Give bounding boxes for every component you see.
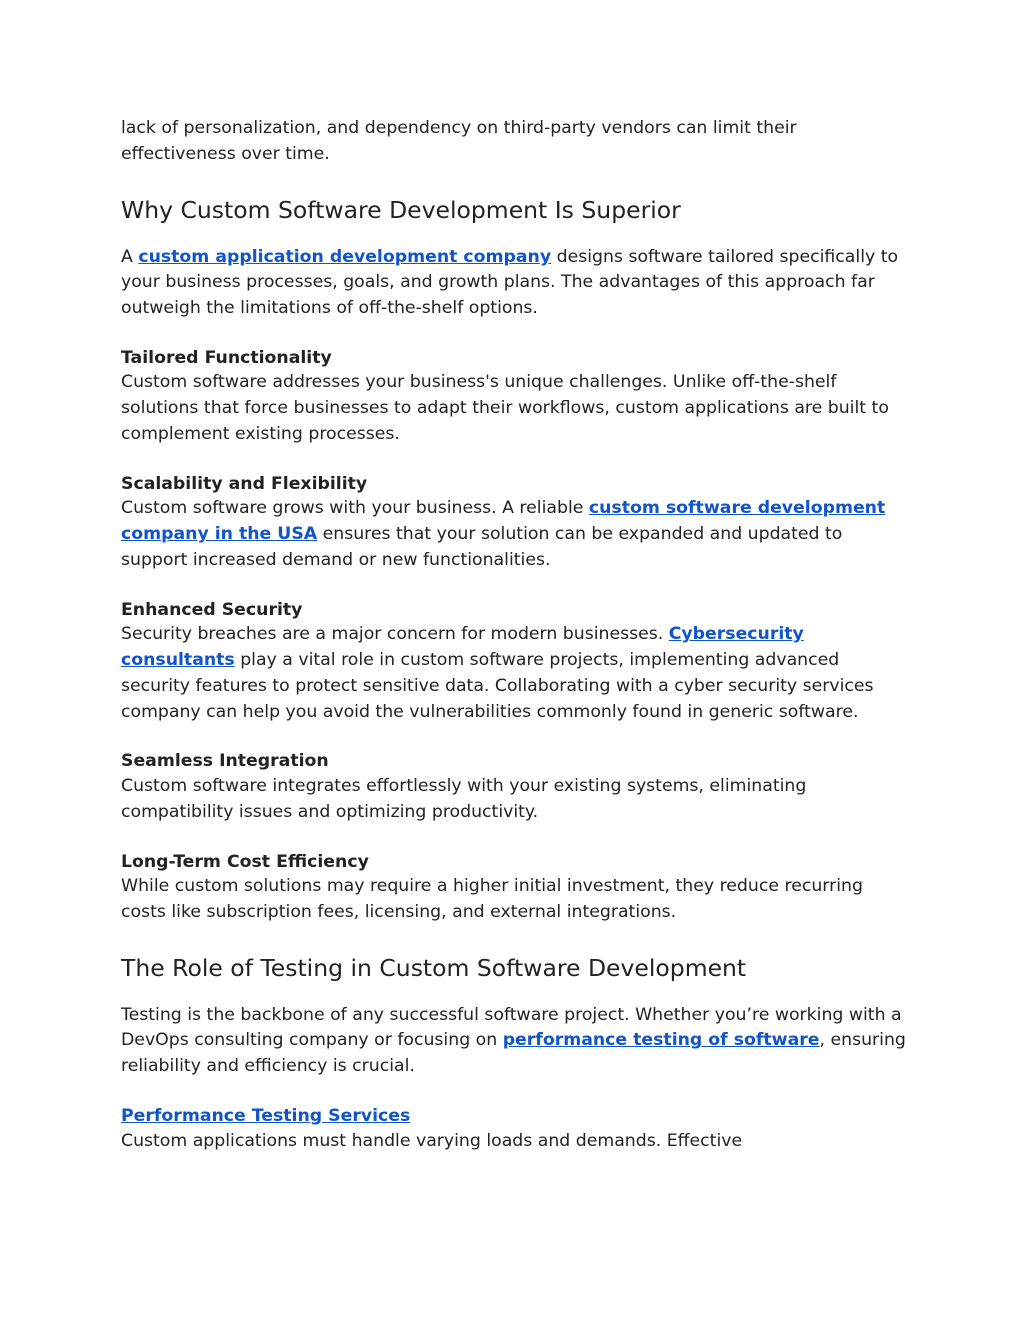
paragraph-scalability-flexibility xyxy=(121,496,911,573)
link-performance-testing-of-software[interactable]: performance testing of software xyxy=(502,1030,820,1051)
section-heading-why-custom: Why Custom Software Development Is Superior xyxy=(121,195,681,224)
paragraph-long-term-cost-efficiency: While custom solutions may require a higher initial investment, they reduce recurring costs like subscription fees, licensing, and external integrations. xyxy=(121,876,863,922)
paragraph-performance-testing-services: Custom applications must handle varying loads and demands. Effective xyxy=(121,1130,743,1151)
text-run: play a vital role in custom software projects, implementing advanced security features to protect sensitive data. Collaborating with a cyber security services company can help you avoid the vulnerabilities commonly found in generic software. xyxy=(121,650,874,722)
section2-paragraph xyxy=(121,1003,911,1080)
text-run: Testing is the backbone of any successful software project. Whether you’re working with a DevOps consulting company or focusing on xyxy=(121,1004,902,1051)
link-performance-testing-services[interactable]: Performance Testing Services xyxy=(121,1106,411,1127)
paragraph-seamless-integration: Custom software integrates effortlessly with your existing systems, eliminating compatibility issues and optimizing productivity. xyxy=(121,775,807,822)
document-content xyxy=(121,116,911,1154)
paragraph-tailored-functionality: Custom software addresses your business's unique challenges. Unlike off-the-shelf solutions that force businesses to adapt their workflows, custom applications are built to complement existing processes. xyxy=(121,372,889,445)
subheading-enhanced-security: Enhanced Security xyxy=(121,599,303,620)
subheading-tailored-functionality: Tailored Functionality xyxy=(121,347,332,368)
link-cybersecurity-consultants[interactable]: Cybersecurity consultants xyxy=(121,624,804,671)
text-run: , ensuring reliability and efficiency is crucial. xyxy=(121,1030,906,1077)
subheading-scalability-flexibility: Scalability and Flexibility xyxy=(121,473,368,494)
text-run: designs software tailored specifically to your business processes, goals, and growth plans. The advantages of this approach far outweigh the limitations of off-the-shelf options. xyxy=(121,246,899,319)
intro-paragraph: lack of personalization, and dependency on third-party vendors can limit their effectiveness over time. xyxy=(121,118,797,164)
subheading-seamless-integration: Seamless Integration xyxy=(121,751,329,772)
link-custom-application-development-company[interactable]: custom application development company xyxy=(138,246,552,267)
text-run: Security breaches are a major concern for modern businesses. xyxy=(121,624,669,645)
section1-paragraph xyxy=(121,245,911,322)
text-run: ensures that your solution can be expanded and updated to support increased demand or new functionalities. xyxy=(121,524,843,570)
text-run: Custom software grows with your business. A reliable xyxy=(121,498,589,519)
paragraph-enhanced-security xyxy=(121,622,911,725)
text-run: A xyxy=(121,246,139,267)
section-heading-role-of-testing: The Role of Testing in Custom Software Development xyxy=(121,953,747,982)
subheading-long-term-cost-efficiency: Long-Term Cost Efficiency xyxy=(121,851,369,872)
link-custom-software-development-company-usa[interactable]: custom software development company in the USA xyxy=(121,498,886,545)
